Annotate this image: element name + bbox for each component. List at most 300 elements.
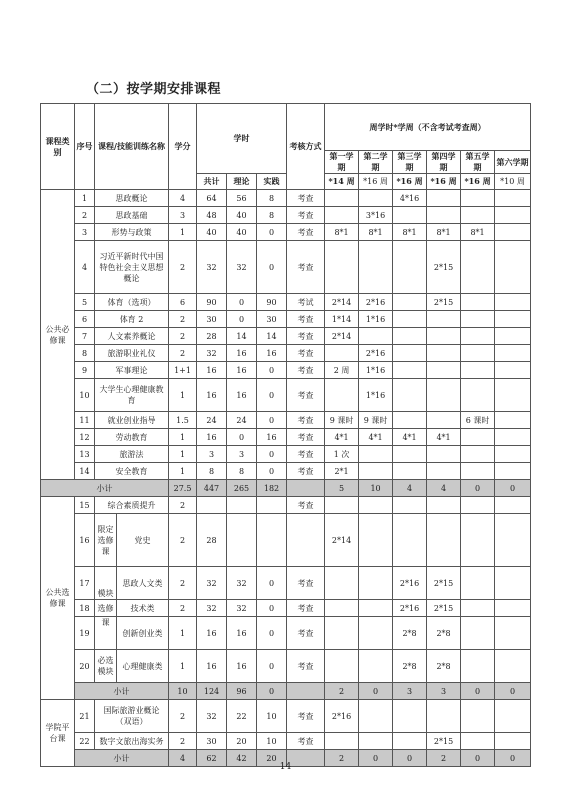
table-row (41, 650, 531, 683)
cell-s4 (427, 362, 461, 379)
cell-theory: 16 (227, 345, 257, 362)
cell-s3: 8*1 (393, 224, 427, 241)
cell-module: 模块 (95, 567, 117, 600)
cell-assess: 考查 (287, 345, 325, 362)
cell-s3 (393, 362, 427, 379)
cell-practice: 182 (257, 480, 287, 497)
cell-assess: 考查 (287, 446, 325, 463)
cell-practice: 0 (257, 650, 287, 683)
header-semester-6: 第六学期 (495, 151, 531, 174)
cell-theory: 42 (227, 750, 257, 767)
cell-s5 (461, 328, 495, 345)
cell-credit: 2 (169, 345, 197, 362)
cell-practice: 0 (257, 446, 287, 463)
cell-credit: 2 (169, 567, 197, 600)
cell-course: 数字文旅出海实务 (95, 733, 169, 750)
header-category: 课程类别 (41, 104, 75, 190)
cell-no: 16 (75, 514, 95, 567)
course-schedule-table (40, 103, 531, 767)
header-course: 课程/技能训练名称 (95, 104, 169, 190)
cell-practice: 0 (257, 224, 287, 241)
cell-theory: 0 (227, 429, 257, 446)
cell-practice: 16 (257, 345, 287, 362)
cell-s1 (325, 497, 359, 514)
cell-credit: 1 (169, 463, 197, 480)
cell-s3: 4*16 (393, 190, 427, 207)
cell-s3 (393, 412, 427, 429)
subtotal-label: 小计 (41, 480, 169, 497)
cell-s5 (461, 600, 495, 617)
cell-theory: 56 (227, 190, 257, 207)
cell-total: 48 (197, 207, 227, 224)
cell-course: 旅游法 (95, 446, 169, 463)
cell-s6 (495, 328, 531, 345)
header-index: 序号 (75, 104, 95, 190)
cell-s3 (393, 207, 427, 224)
subtotal-label: 小计 (75, 683, 169, 700)
page-number: 14 (279, 762, 292, 772)
cell-s6 (495, 412, 531, 429)
cell-s6 (495, 567, 531, 600)
header-semester-4: 第四学期 (427, 151, 461, 174)
header-weeks-1: *14 周 (325, 174, 359, 190)
cell-s2: 0 (359, 750, 393, 767)
cell-s3: 2*16 (393, 567, 427, 600)
cell-course: 军事理论 (95, 362, 169, 379)
cell-s2 (359, 700, 393, 733)
cell-theory (227, 514, 257, 567)
cell-practice: 8 (257, 190, 287, 207)
cell-s2: 2*16 (359, 345, 393, 362)
cell-course: 人文素养概论 (95, 328, 169, 345)
cell-module: 选修 (95, 600, 117, 617)
cell-s1 (325, 190, 359, 207)
cell-s3 (393, 379, 427, 412)
cell-s2: 10 (359, 480, 393, 497)
cell-assess: 考查 (287, 328, 325, 345)
cell-theory: 16 (227, 650, 257, 683)
cell-s1 (325, 650, 359, 683)
cell-s1: 4*1 (325, 429, 359, 446)
cell-no: 7 (75, 328, 95, 345)
cell-total: 16 (197, 429, 227, 446)
cell-total: 124 (197, 683, 227, 700)
cell-credit: 2 (169, 700, 197, 733)
cell-theory: 96 (227, 683, 257, 700)
cell-s5 (461, 190, 495, 207)
cell-s2 (359, 567, 393, 600)
cell-theory: 40 (227, 207, 257, 224)
cell-s2: 1*16 (359, 379, 393, 412)
cell-assess: 考查 (287, 700, 325, 733)
cell-s6 (495, 733, 531, 750)
cell-theory: 16 (227, 617, 257, 650)
cell-total: 24 (197, 412, 227, 429)
cell-credit: 27.5 (169, 480, 197, 497)
cell-s5 (461, 514, 495, 567)
cell-s6 (495, 379, 531, 412)
cell-practice: 8 (257, 207, 287, 224)
cell-s5 (461, 446, 495, 463)
cell-s2 (359, 600, 393, 617)
cell-s4 (427, 412, 461, 429)
cell-module: 课 (95, 617, 117, 650)
cell-credit: 3 (169, 207, 197, 224)
cell-s5 (461, 207, 495, 224)
cell-s1: 2*16 (325, 700, 359, 733)
cell-s4 (427, 497, 461, 514)
cell-practice (257, 514, 287, 567)
cell-s1: 2 (325, 750, 359, 767)
cell-s4: 4 (427, 480, 461, 497)
cell-total: 447 (197, 480, 227, 497)
cell-s3 (393, 241, 427, 294)
cell-credit: 1.5 (169, 412, 197, 429)
header-semester-3: 第三学期 (393, 151, 427, 174)
cell-course: 旅游职业礼仪 (95, 345, 169, 362)
cell-s1 (325, 600, 359, 617)
cell-s2 (359, 650, 393, 683)
group-public-required: 公共必修课 (41, 190, 75, 480)
cell-s1 (325, 207, 359, 224)
cell-no: 17 (75, 567, 95, 600)
cell-total: 3 (197, 446, 227, 463)
cell-practice (257, 497, 287, 514)
cell-no: 4 (75, 241, 95, 294)
cell-credit: 1+1 (169, 362, 197, 379)
cell-s6 (495, 617, 531, 650)
cell-assess: 考查 (287, 463, 325, 480)
cell-s5 (461, 362, 495, 379)
cell-course: 安全教育 (95, 463, 169, 480)
cell-total: 28 (197, 328, 227, 345)
cell-total: 62 (197, 750, 227, 767)
cell-credit: 1 (169, 379, 197, 412)
cell-theory: 40 (227, 224, 257, 241)
cell-s6 (495, 463, 531, 480)
cell-s3: 2*8 (393, 650, 427, 683)
cell-s2 (359, 497, 393, 514)
cell-s2: 0 (359, 683, 393, 700)
cell-s4 (427, 207, 461, 224)
cell-course: 形势与政策 (95, 224, 169, 241)
table-row (41, 294, 531, 311)
cell-practice: 0 (257, 463, 287, 480)
cell-s4: 2*15 (427, 600, 461, 617)
cell-s3: 0 (393, 750, 427, 767)
cell-s3 (393, 294, 427, 311)
cell-total: 32 (197, 600, 227, 617)
cell-s2 (359, 241, 393, 294)
header-weeks-2: *16 周 (359, 174, 393, 190)
cell-credit: 1 (169, 650, 197, 683)
table-row (41, 207, 531, 224)
header-semester-2: 第二学期 (359, 151, 393, 174)
cell-s6 (495, 190, 531, 207)
cell-practice: 0 (257, 379, 287, 412)
table-row (41, 514, 531, 567)
cell-s4: 2*15 (427, 294, 461, 311)
cell-s3 (393, 463, 427, 480)
cell-s5 (461, 429, 495, 446)
cell-assess (287, 514, 325, 567)
header-weekly: 周学时*学周（不含考试考查周） (325, 104, 531, 151)
cell-total: 30 (197, 311, 227, 328)
cell-assess: 考查 (287, 650, 325, 683)
group-college-platform: 学院平台课 (41, 700, 75, 767)
cell-s1 (325, 241, 359, 294)
cell-s5: 0 (461, 480, 495, 497)
cell-assess: 考查 (287, 617, 325, 650)
cell-s5 (461, 617, 495, 650)
cell-s3 (393, 311, 427, 328)
table-row (41, 345, 531, 362)
cell-s4 (427, 463, 461, 480)
cell-s6 (495, 514, 531, 567)
cell-course: 综合素质提升 (95, 497, 169, 514)
cell-practice: 14 (257, 328, 287, 345)
cell-s1: 2*1 (325, 463, 359, 480)
cell-s4 (427, 190, 461, 207)
cell-course: 党史 (117, 514, 169, 567)
cell-course: 思政概论 (95, 190, 169, 207)
cell-s2 (359, 190, 393, 207)
header-practice: 实践 (257, 174, 287, 190)
table-row (41, 733, 531, 750)
cell-credit: 1 (169, 617, 197, 650)
cell-s6: 0 (495, 683, 531, 700)
cell-course: 思政人文类 (117, 567, 169, 600)
cell-assess (287, 683, 325, 700)
cell-s3: 2*8 (393, 617, 427, 650)
cell-s4: 2*8 (427, 650, 461, 683)
cell-s5 (461, 463, 495, 480)
cell-total: 90 (197, 294, 227, 311)
cell-s6 (495, 294, 531, 311)
cell-s1: 2*14 (325, 294, 359, 311)
cell-s6 (495, 224, 531, 241)
cell-s5: 6 课时 (461, 412, 495, 429)
cell-s5 (461, 497, 495, 514)
cell-assess: 考查 (287, 412, 325, 429)
cell-s4: 3 (427, 683, 461, 700)
cell-total: 30 (197, 733, 227, 750)
cell-s6 (495, 600, 531, 617)
cell-s2 (359, 617, 393, 650)
cell-no: 8 (75, 345, 95, 362)
cell-credit: 2 (169, 733, 197, 750)
cell-course: 创新创业类 (117, 617, 169, 650)
cell-total: 32 (197, 700, 227, 733)
cell-s6 (495, 700, 531, 733)
cell-s5 (461, 650, 495, 683)
cell-s3 (393, 700, 427, 733)
cell-credit: 4 (169, 190, 197, 207)
cell-assess: 考查 (287, 379, 325, 412)
cell-no: 11 (75, 412, 95, 429)
cell-credit: 6 (169, 294, 197, 311)
header-credit: 学分 (169, 104, 197, 190)
cell-s1: 2*14 (325, 328, 359, 345)
cell-s6 (495, 446, 531, 463)
cell-course: 就业创业指导 (95, 412, 169, 429)
table-row (41, 600, 531, 617)
cell-credit: 2 (169, 328, 197, 345)
cell-s5 (461, 294, 495, 311)
cell-s2 (359, 328, 393, 345)
cell-s1 (325, 567, 359, 600)
cell-course: 思政基础 (95, 207, 169, 224)
cell-no: 6 (75, 311, 95, 328)
cell-s2: 8*1 (359, 224, 393, 241)
cell-assess: 考查 (287, 567, 325, 600)
cell-total: 32 (197, 345, 227, 362)
cell-s1: 8*1 (325, 224, 359, 241)
cell-total (197, 497, 227, 514)
subtotal-row (41, 683, 531, 700)
cell-s5: 0 (461, 750, 495, 767)
cell-assess: 考查 (287, 362, 325, 379)
cell-s4 (427, 379, 461, 412)
cell-s3 (393, 446, 427, 463)
cell-s2: 1*16 (359, 311, 393, 328)
cell-no: 13 (75, 446, 95, 463)
cell-practice: 90 (257, 294, 287, 311)
cell-s5 (461, 379, 495, 412)
header-total: 共计 (197, 174, 227, 190)
cell-credit: 2 (169, 600, 197, 617)
cell-s2: 9 课时 (359, 412, 393, 429)
cell-module: 必选模块 (95, 650, 117, 683)
cell-s6 (495, 311, 531, 328)
table-row (41, 617, 531, 650)
table-row (41, 412, 531, 429)
table-row (41, 379, 531, 412)
cell-theory: 32 (227, 600, 257, 617)
cell-s6 (495, 241, 531, 294)
cell-no: 3 (75, 224, 95, 241)
cell-practice: 0 (257, 567, 287, 600)
cell-theory: 20 (227, 733, 257, 750)
cell-assess: 考试 (287, 294, 325, 311)
cell-no: 22 (75, 733, 95, 750)
cell-s2: 1*16 (359, 362, 393, 379)
header-hours: 学时 (197, 104, 287, 174)
cell-course: 国际旅游业概论（双语） (95, 700, 169, 733)
table-row (41, 446, 531, 463)
table-row (41, 362, 531, 379)
header-semester-1: 第一学期 (325, 151, 359, 174)
cell-credit: 1 (169, 446, 197, 463)
header-semester-5: 第五学期 (461, 151, 495, 174)
cell-no: 14 (75, 463, 95, 480)
cell-practice: 0 (257, 683, 287, 700)
cell-s5 (461, 241, 495, 294)
cell-s1 (325, 379, 359, 412)
cell-s4 (427, 700, 461, 733)
table-row (41, 700, 531, 733)
cell-course: 习近平新时代中国特色社会主义思想概论 (95, 241, 169, 294)
cell-s4 (427, 446, 461, 463)
cell-assess: 考查 (287, 600, 325, 617)
cell-s1: 9 课时 (325, 412, 359, 429)
cell-total: 16 (197, 617, 227, 650)
cell-no: 19 (75, 617, 95, 650)
cell-no: 10 (75, 379, 95, 412)
cell-assess: 考查 (287, 224, 325, 241)
cell-total: 40 (197, 224, 227, 241)
cell-s5 (461, 700, 495, 733)
cell-practice: 0 (257, 412, 287, 429)
header-weeks-5: *16 周 (461, 174, 495, 190)
cell-s4: 2 (427, 750, 461, 767)
cell-credit: 2 (169, 311, 197, 328)
header-weeks-6: *10 周 (495, 174, 531, 190)
cell-s1: 1*14 (325, 311, 359, 328)
cell-no: 12 (75, 429, 95, 446)
cell-s4 (427, 345, 461, 362)
cell-s6: 0 (495, 480, 531, 497)
cell-s5: 0 (461, 683, 495, 700)
cell-credit: 2 (169, 241, 197, 294)
cell-practice: 0 (257, 362, 287, 379)
cell-theory: 0 (227, 311, 257, 328)
cell-course: 大学生心理健康教育 (95, 379, 169, 412)
table-row (41, 328, 531, 345)
cell-total: 28 (197, 514, 227, 567)
cell-s6 (495, 362, 531, 379)
cell-s2: 4*1 (359, 429, 393, 446)
cell-assess: 考查 (287, 311, 325, 328)
cell-s3: 4 (393, 480, 427, 497)
cell-s6 (495, 345, 531, 362)
cell-s3: 3 (393, 683, 427, 700)
cell-theory: 16 (227, 362, 257, 379)
cell-assess (287, 480, 325, 497)
cell-s4: 2*15 (427, 241, 461, 294)
cell-s2 (359, 514, 393, 567)
cell-s2 (359, 733, 393, 750)
cell-s6 (495, 429, 531, 446)
table-row (41, 463, 531, 480)
cell-s2: 2*16 (359, 294, 393, 311)
cell-credit: 2 (169, 514, 197, 567)
cell-theory: 16 (227, 379, 257, 412)
cell-total: 32 (197, 241, 227, 294)
cell-s5 (461, 567, 495, 600)
cell-theory: 14 (227, 328, 257, 345)
cell-s1: 1 次 (325, 446, 359, 463)
cell-theory (227, 497, 257, 514)
cell-s1: 2*14 (325, 514, 359, 567)
cell-no: 21 (75, 700, 95, 733)
cell-course: 体育 2 (95, 311, 169, 328)
cell-course: 体育（选项） (95, 294, 169, 311)
cell-practice: 20 (257, 750, 287, 767)
cell-s4 (427, 328, 461, 345)
cell-credit: 1 (169, 429, 197, 446)
cell-s1 (325, 733, 359, 750)
cell-s4: 2*8 (427, 617, 461, 650)
cell-practice: 0 (257, 241, 287, 294)
table-row (41, 429, 531, 446)
cell-s3 (393, 514, 427, 567)
cell-theory: 8 (227, 463, 257, 480)
cell-practice: 30 (257, 311, 287, 328)
cell-total: 16 (197, 379, 227, 412)
cell-total: 8 (197, 463, 227, 480)
cell-practice: 0 (257, 600, 287, 617)
